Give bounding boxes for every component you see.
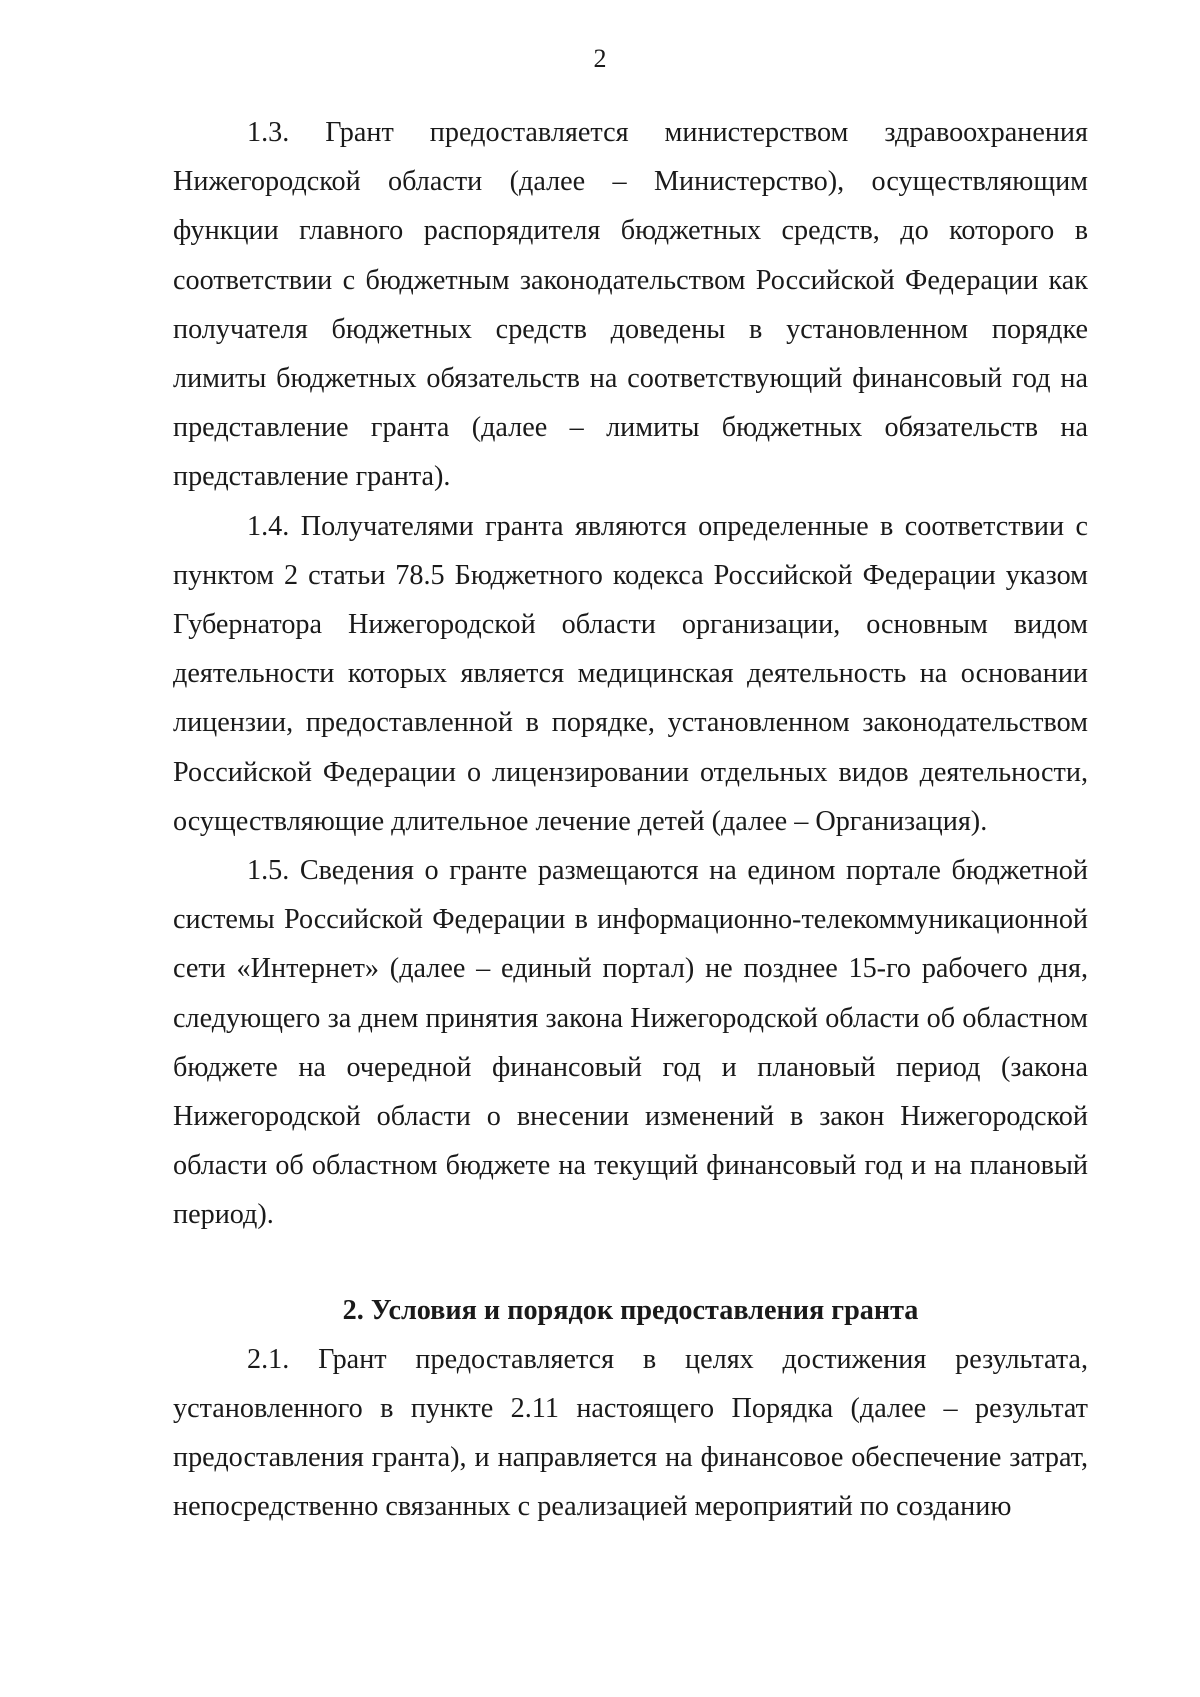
document-body: [173, 108, 1088, 1532]
page-number: 2: [593, 44, 607, 73]
paragraph-1-5: 1.5. Сведения о гранте размещаются на едином портале бюджетной системы Российской Федерации в информационно-телекоммуникационной сети «Интернет» (далее – единый портал) не позднее 15-го рабочего дня, следующего за днем принятия закона Нижегородской области об областном бюджете на очередной финансовый год и плановый период (закона Нижегородской области о внесении изменений в закон Нижегородской области об областном бюджете на текущий финансовый год и на плановый период).: [173, 855, 1088, 1231]
section-2-heading: 2. Условия и порядок предоставления гранта: [342, 1294, 919, 1326]
paragraph-2-1: 2.1. Грант предоставляется в целях достижения результата, установленного в пункте 2.11 настоящего Порядка (далее – результат предоставления гранта), и направляется на финансовое обеспечение затрат, непосредственно связанных с реализацией мероприятий по созданию: [173, 1343, 1088, 1523]
paragraph-1-4: 1.4. Получателями гранта являются определенные в соответствии с пунктом 2 статьи 78.5 Бюджетного кодекса Российской Федерации указом Губернатора Нижегородской области организации, основным видом деятельности которых является медицинская деятельность на основании лицензии, предоставленной в порядке, установленном законодательством Российской Федерации о лицензировании отдельных видов деятельности, осуществляющие длительное лечение детей (далее – Организация).: [173, 510, 1088, 837]
paragraph-1-3: 1.3. Грант предоставляется министерством здравоохранения Нижегородской области (далее – Министерство), осуществляющим функции главного распорядителя бюджетных средств, до которого в соответствии с бюджетным законодательством Российской Федерации как получателя бюджетных средств доведены в установленном порядке лимиты бюджетных обязательств на соответствующий финансовый год на представление гранта (далее – лимиты бюджетных обязательств на представление гранта).: [173, 117, 1088, 493]
